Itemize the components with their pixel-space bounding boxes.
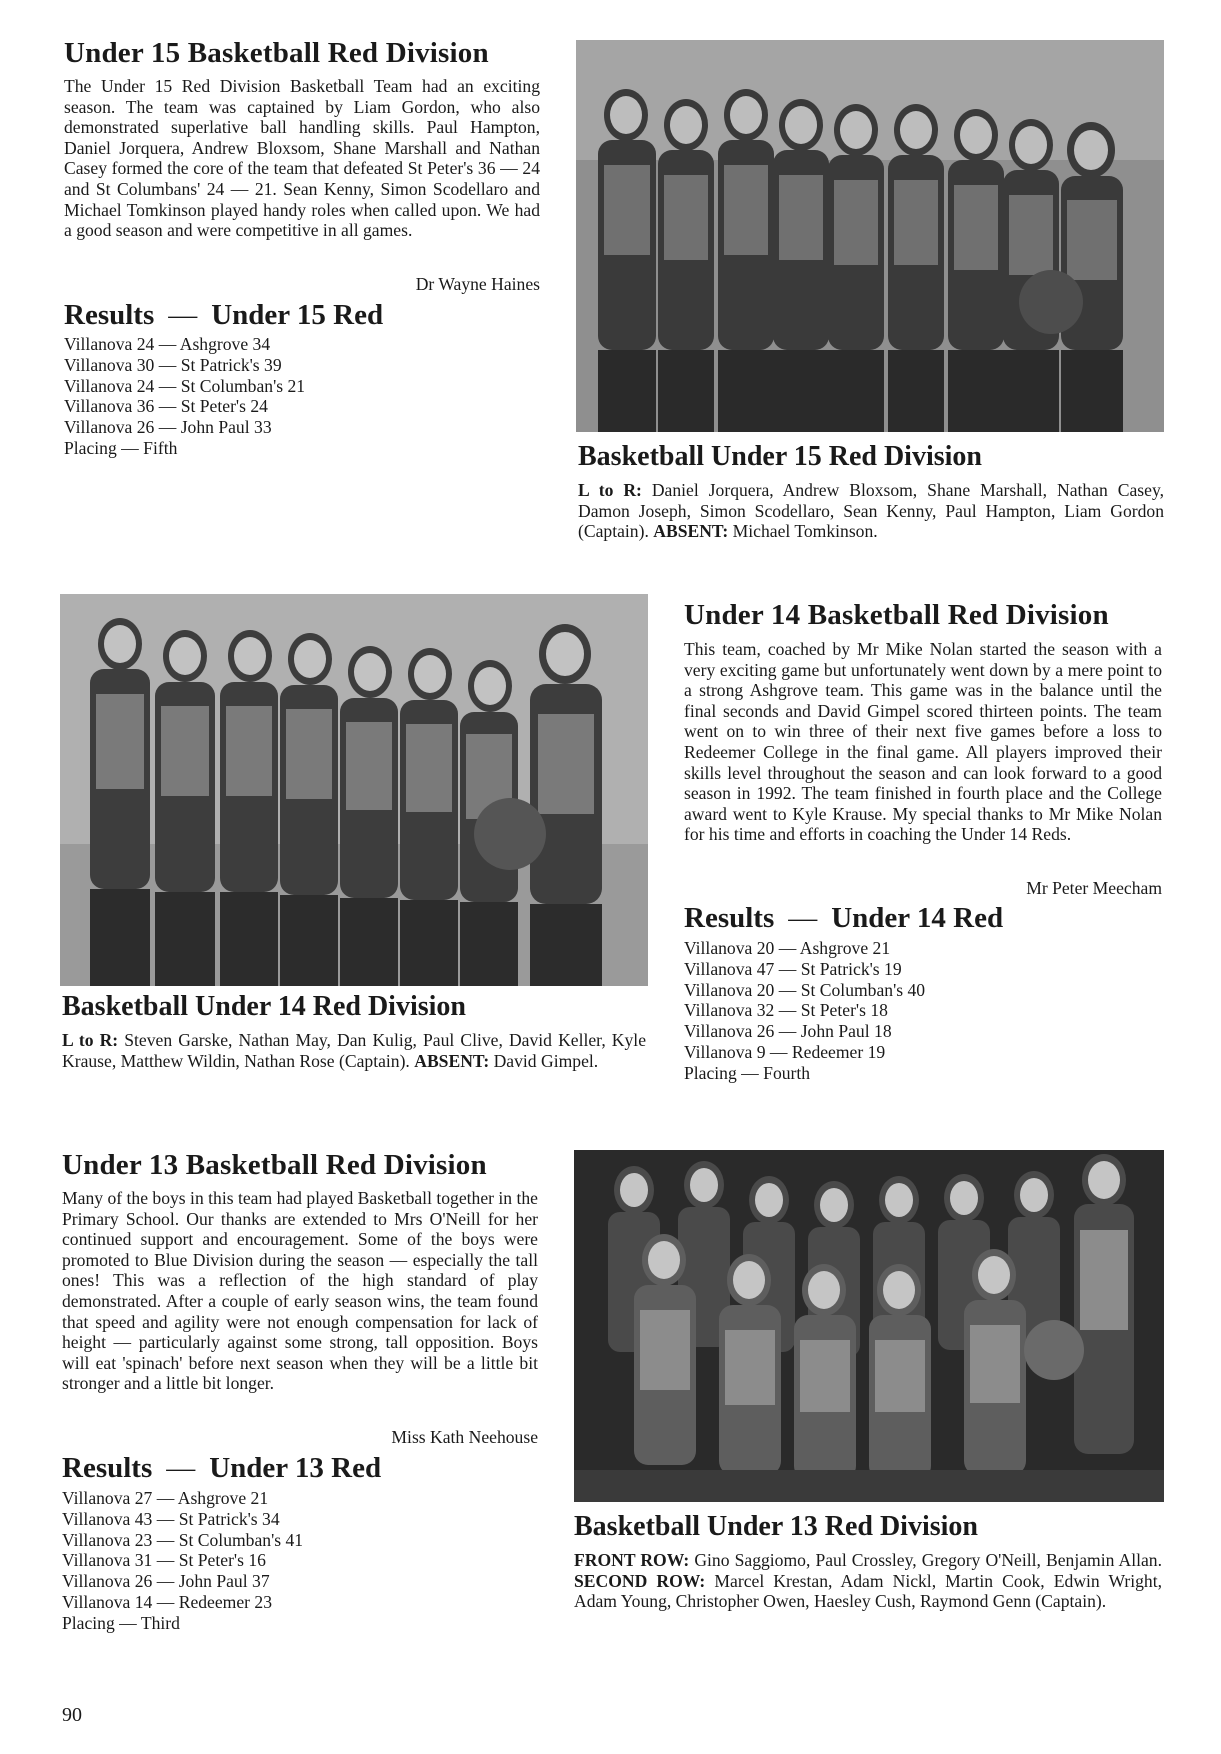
result-line: Villanova 30 — St Patrick's 39: [64, 354, 282, 375]
result-line: Villanova 32 — St Peter's 18: [684, 1000, 888, 1021]
caption-absent: Michael Tomkinson.: [728, 521, 878, 542]
caption-names: Daniel Jorquera, Andrew Bloxsom, Shane Marshall, Nathan Casey, Damon Joseph, Simon Scodellaro, Sean Kenny, Paul Hampton, Liam Gordon (Captain).: [578, 480, 1164, 542]
u14-heading: Under 14 Basketball Red Division: [684, 599, 1109, 631]
u13-results-heading: [62, 1451, 542, 1485]
u13-heading: Under 13 Basketball Red Division: [62, 1149, 487, 1181]
results-team: Under 15 Red: [211, 299, 384, 331]
u13-caption: [574, 1550, 1162, 1612]
u15-body: The Under 15 Red Division Basketball Team had an exciting season. The team was captained by Liam Gordon, who also demonstrated superlative ball handling skills. Paul Hampton, Daniel Jorquera, Andrew Bloxsom, Shane Marshall and Nathan Casey formed the core of the team that defeated St Peter's 36 — 24 and St Columbans' 24 — 21. Sean Kenny, Simon Scodellaro and Michael Tomkinson played handy roles when called upon. We had a good season and were competitive in all games.: [64, 76, 540, 241]
result-line: Villanova 31 — St Peter's 16: [62, 1550, 266, 1571]
u13-team-photo: [574, 1150, 1164, 1502]
caption-lead: L to R:: [578, 480, 642, 500]
u15-results-heading: [64, 298, 544, 332]
u15-author: Dr Wayne Haines: [415, 274, 540, 294]
result-placing: Placing — Third: [62, 1612, 180, 1633]
result-line: Villanova 26 — John Paul 37: [62, 1571, 270, 1592]
results-team: Under 14 Red: [831, 902, 1004, 934]
result-line: Villanova 9 — Redeemer 19: [684, 1041, 886, 1062]
u15-caption: [578, 480, 1164, 542]
u14-team-photo: [60, 594, 648, 986]
u13-caption-title: Basketball Under 13 Red Division: [574, 1511, 978, 1542]
caption-names: Steven Garske, Nathan May, Dan Kulig, Paul Clive, David Keller, Kyle Krause, Matthew Wildin, Nathan Rose (Captain).: [62, 1030, 647, 1071]
result-placing: Placing — Fifth: [64, 437, 178, 458]
u13-body: Many of the boys in this team had played Basketball together in the Primary School. Our thanks are extended to Mrs O'Neill for her continued support and encouragement. Some of the boys were promoted to Blue Division during the season — especially the tall ones! This was a reflection of the high standard of play demonstrated. After a couple of early season wins, the team found that speed and agility were not enough compensation for lack of height — particularly against some strong, tall opposition. Boys will eat 'spinach' before next season when they will be a little bit stronger and a little bit longer.: [62, 1188, 538, 1394]
result-placing: Placing — Fourth: [684, 1062, 811, 1083]
result-line: Villanova 24 — St Columban's 21: [64, 375, 306, 396]
u15-photo-figures: [576, 40, 1164, 432]
result-line: Villanova 14 — Redeemer 23: [62, 1591, 273, 1612]
result-line: Villanova 24 — Ashgrove 34: [64, 334, 271, 354]
caption-absent-label: ABSENT:: [653, 521, 729, 542]
caption-lead: L to R:: [62, 1030, 119, 1050]
basketball-shape: [1024, 1320, 1084, 1380]
u13-photo-figures: [574, 1150, 1164, 1502]
u14-photo-figures: [60, 594, 648, 986]
u14-author: Mr Peter Meecham: [1026, 878, 1162, 898]
caption-front-names: Gino Saggiomo, Paul Crossley, Gregory O'Neill, Benjamin Allan.: [689, 1550, 1163, 1570]
u15-team-photo: [576, 40, 1164, 432]
result-line: Villanova 23 — St Columban's 41: [62, 1529, 304, 1550]
u13-results-list: [62, 1488, 462, 1634]
result-line: Villanova 20 — Ashgrove 21: [684, 938, 891, 958]
u14-body: This team, coached by Mr Mike Nolan started the season with a very exciting game but unfortunately went down by a mere point to a strong Ashgrove team. This game was in the balance until the final seconds and David Gimpel scored thirteen points. The team went on to win three of their next five games before a loss to Redeemer College in the final game. All players improved their skills level throughout the season and can look forward to a good season in 1992. The team finished in fourth place and the College award went to Kyle Krause. My special thanks to Mr Mike Nolan for his time and efforts in coaching the Under 14 Reds.: [684, 639, 1162, 845]
results-dash: —: [168, 299, 198, 331]
u15-caption-title: Basketball Under 15 Red Division: [578, 441, 982, 472]
caption-absent: David Gimpel.: [489, 1050, 599, 1071]
u14-results-heading: [684, 901, 1164, 935]
results-team: Under 13 Red: [209, 1452, 382, 1484]
results-label: Results: [62, 1452, 153, 1484]
results-dash: —: [788, 902, 818, 934]
result-line: Villanova 26 — John Paul 18: [684, 1021, 892, 1042]
result-line: Villanova 43 — St Patrick's 34: [62, 1508, 280, 1529]
u15-results-list: [64, 334, 464, 459]
result-line: Villanova 36 — St Peter's 24: [64, 396, 268, 417]
caption-second-label: SECOND ROW:: [574, 1570, 706, 1591]
caption-absent-label: ABSENT:: [414, 1050, 490, 1071]
caption-second-names: Marcel Krestan, Adam Nickl, Martin Cook, Edwin Wright, Adam Young, Christopher Owen, Haesley Cush, Raymond Genn (Captain).: [574, 1570, 1163, 1612]
u13-author: Miss Kath Neehouse: [391, 1427, 538, 1447]
u14-caption-title: Basketball Under 14 Red Division: [62, 991, 466, 1022]
results-label: Results: [684, 902, 775, 934]
basketball-shape: [1019, 270, 1083, 334]
u14-caption: [62, 1030, 646, 1071]
results-dash: —: [166, 1452, 196, 1484]
basketball-shape: [474, 798, 546, 870]
result-line: Villanova 20 — St Columban's 40: [684, 979, 926, 1000]
result-line: Villanova 26 — John Paul 33: [64, 417, 272, 438]
result-line: Villanova 47 — St Patrick's 19: [684, 958, 902, 979]
results-label: Results: [64, 299, 155, 331]
page-number: 90: [62, 1704, 82, 1726]
u14-results-list: [684, 938, 1084, 1084]
caption-front-label: FRONT ROW:: [574, 1550, 690, 1570]
result-line: Villanova 27 — Ashgrove 21: [62, 1488, 269, 1508]
u15-heading: Under 15 Basketball Red Division: [64, 37, 489, 69]
